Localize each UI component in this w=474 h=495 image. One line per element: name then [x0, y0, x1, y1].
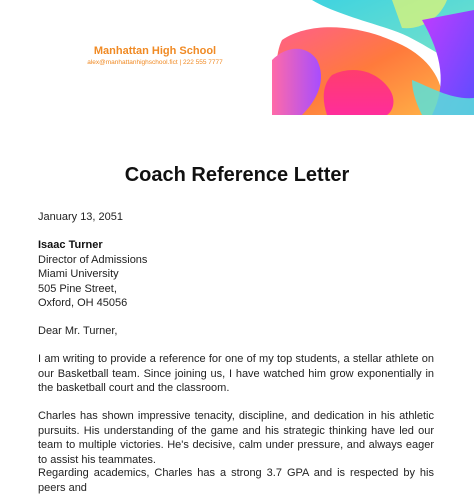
- school-contact: alex@manhattanhighschool.fict | 222 555 7777: [87, 59, 223, 66]
- salutation: Dear Mr. Turner,: [38, 325, 118, 337]
- paragraph: Charles has shown impressive tenacity, discipline, and dedication in his athletic pursuits. His understanding of the game and his strategic thinking have led our team to multiple victories. He's decisive, calm under pressure, and always eager to assist his teammates.: [38, 410, 434, 466]
- decorative-gradient-art: [272, 0, 474, 115]
- letterhead: [0, 0, 474, 118]
- recipient-organization: Miami University: [38, 268, 119, 280]
- letter-date: January 13, 2051: [38, 211, 124, 223]
- paragraph: I am writing to provide a reference for one of my top students, a stellar athlete on our Basketball team. Since joining us, I have watched him grow exponentially in the basketball court and the classroom.: [38, 353, 434, 394]
- paragraph: Regarding academics, Charles has a strong 3.7 GPA and is respected by his peers and: [38, 467, 434, 494]
- recipient-name: Isaac Turner: [38, 239, 103, 251]
- recipient-position: Director of Admissions: [38, 253, 148, 266]
- recipient-city: Oxford, OH 45056: [38, 297, 128, 309]
- recipient-address: [38, 238, 434, 311]
- school-name: Manhattan High School: [93, 45, 217, 57]
- recipient-street: 505 Pine Street,: [38, 282, 117, 295]
- letter-title: Coach Reference Letter: [124, 164, 350, 186]
